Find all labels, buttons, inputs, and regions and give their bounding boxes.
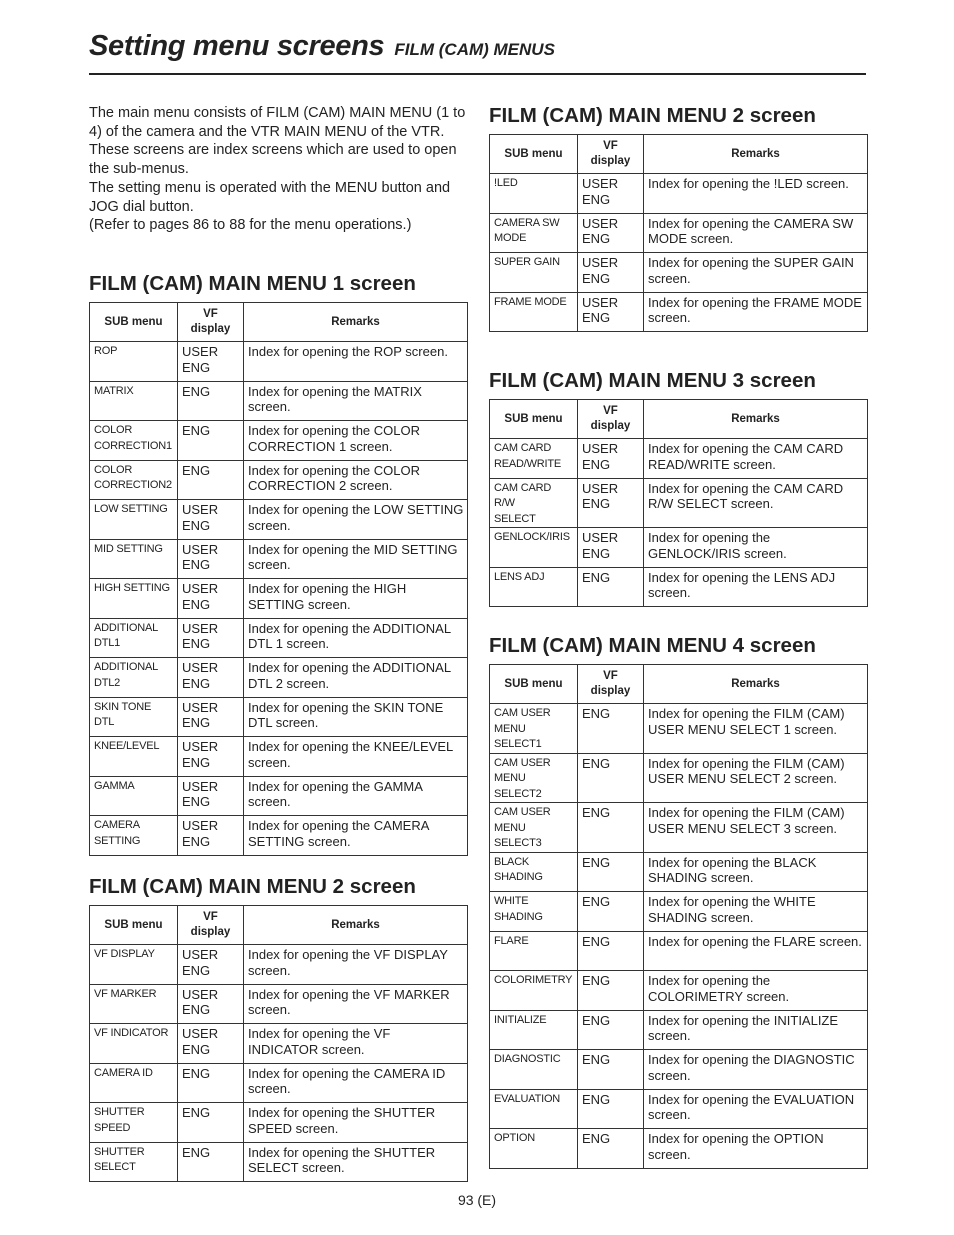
intro-paragraph: These screens are index screens which are used to open the sub-menus. <box>89 142 457 178</box>
sub-menu-cell: LENS ADJ <box>490 567 578 607</box>
sub-menu-cell: ADDITIONAL DTL2 <box>90 658 178 698</box>
table-row <box>490 892 868 932</box>
sub-menu-cell: MID SETTING <box>90 539 178 579</box>
vf-display-cell: USER ENG <box>178 984 244 1024</box>
table-row <box>490 1010 868 1050</box>
section-heading: FILM (CAM) MAIN MENU 2 screen <box>489 104 816 127</box>
table-row <box>90 421 468 461</box>
table-row <box>490 439 868 479</box>
sub-menu-cell: CAM USER MENU SELECT3 <box>490 803 578 853</box>
remarks-cell: Index for opening the FILM (CAM) USER MENU SELECT 3 screen. <box>644 803 868 853</box>
table-row <box>490 528 868 568</box>
intro-paragraph: The setting menu is operated with the MENU button and JOG dial button. <box>89 179 451 215</box>
sub-menu-cell: COLOR CORRECTION2 <box>90 460 178 500</box>
sub-menu-cell: GENLOCK/IRIS <box>490 528 578 568</box>
sub-menu-cell: CAM USER MENU SELECT1 <box>490 704 578 754</box>
table-row <box>490 803 868 853</box>
main-menu-2-right-section <box>489 103 867 332</box>
vf-display-cell: USER ENG <box>178 816 244 856</box>
remarks-cell: Index for opening the OPTION screen. <box>644 1129 868 1169</box>
section-heading: FILM (CAM) MAIN MENU 1 screen <box>89 272 416 295</box>
remarks-cell: Index for opening the !LED screen. <box>644 174 868 214</box>
sub-menu-cell: SHUTTER SELECT <box>90 1142 178 1182</box>
table-row <box>90 1024 468 1064</box>
remarks-cell: Index for opening the VF MARKER screen. <box>244 984 468 1024</box>
vf-display-cell: ENG <box>178 1103 244 1143</box>
sub-menu-cell: !LED <box>490 174 578 214</box>
vf-display-cell: ENG <box>578 852 644 892</box>
table-row <box>90 1142 468 1182</box>
vf-display-cell: ENG <box>578 1129 644 1169</box>
remarks-cell: Index for opening the VF DISPLAY screen. <box>244 945 468 985</box>
page-subtitle: FILM (CAM) MENUS <box>394 40 555 59</box>
vf-display-cell: ENG <box>178 460 244 500</box>
remarks-cell: Index for opening the SKIN TONE DTL screen. <box>244 697 468 737</box>
sub-menu-cell: BLACK SHADING <box>490 852 578 892</box>
vf-display-cell: ENG <box>578 971 644 1011</box>
remarks-header: Remarks <box>244 906 468 945</box>
vf-display-cell: USER ENG <box>578 174 644 214</box>
sub-menu-cell: ADDITIONAL DTL1 <box>90 618 178 658</box>
main-menu-4-section <box>489 633 867 1169</box>
vf-display-cell: USER ENG <box>178 658 244 698</box>
vf-display-cell: USER ENG <box>178 737 244 777</box>
vf-display-cell: ENG <box>578 1089 644 1129</box>
remarks-cell: Index for opening the COLORIMETRY screen. <box>644 971 868 1011</box>
table-row <box>90 984 468 1024</box>
vf-display-cell: ENG <box>578 892 644 932</box>
remarks-cell: Index for opening the COLOR CORRECTION 1 screen. <box>244 421 468 461</box>
vf-display-cell: ENG <box>578 567 644 607</box>
remarks-cell: Index for opening the CAMERA ID screen. <box>244 1063 468 1103</box>
section-heading: FILM (CAM) MAIN MENU 3 screen <box>489 369 816 392</box>
remarks-cell: Index for opening the SHUTTER SPEED screen. <box>244 1103 468 1143</box>
sub-menu-cell: KNEE/LEVEL <box>90 737 178 777</box>
vf-display-cell: ENG <box>178 381 244 421</box>
vf-display-cell: ENG <box>578 1010 644 1050</box>
remarks-cell: Index for opening the FLARE screen. <box>644 931 868 971</box>
remarks-cell: Index for opening the ROP screen. <box>244 342 468 382</box>
intro-paragraph: The main menu consists of FILM (CAM) MAIN MENU (1 to 4) of the camera and the VTR MAIN MENU of the VTR. <box>89 105 466 140</box>
sub-menu-cell: CAMERA SW MODE <box>490 213 578 253</box>
vf-display-cell: USER ENG <box>578 292 644 332</box>
sub-menu-cell: SUPER GAIN <box>490 253 578 293</box>
sub-menu-cell: FRAME MODE <box>490 292 578 332</box>
vf-display-cell: USER ENG <box>178 1024 244 1064</box>
table-row <box>490 292 868 332</box>
vf-display-header: VF display <box>178 906 244 945</box>
vf-display-cell: USER ENG <box>578 253 644 293</box>
table-header-row <box>490 665 868 704</box>
table-row <box>90 342 468 382</box>
sub-menu-cell: CAM CARD R/W SELECT <box>490 478 578 528</box>
sub-menu-header: SUB menu <box>490 135 578 174</box>
table-row <box>490 971 868 1011</box>
remarks-header: Remarks <box>244 303 468 342</box>
sub-menu-cell: VF DISPLAY <box>90 945 178 985</box>
remarks-cell: Index for opening the CAMERA SETTING screen. <box>244 816 468 856</box>
table-row <box>90 737 468 777</box>
sub-menu-cell: COLOR CORRECTION1 <box>90 421 178 461</box>
sub-menu-cell: EVALUATION <box>490 1089 578 1129</box>
sub-menu-cell: INITIALIZE <box>490 1010 578 1050</box>
sub-menu-cell: FLARE <box>490 931 578 971</box>
table-row <box>490 1129 868 1169</box>
sub-menu-cell: OPTION <box>490 1129 578 1169</box>
vf-display-cell: USER ENG <box>178 342 244 382</box>
table-row <box>490 753 868 803</box>
table-row <box>90 460 468 500</box>
menu-table <box>489 134 868 332</box>
remarks-cell: Index for opening the LENS ADJ screen. <box>644 567 868 607</box>
table-row <box>490 1089 868 1129</box>
sub-menu-cell: CAMERA SETTING <box>90 816 178 856</box>
header-divider <box>89 73 866 75</box>
vf-display-header: VF display <box>578 665 644 704</box>
table-row <box>490 478 868 528</box>
table-header-row <box>490 135 868 174</box>
remarks-cell: Index for opening the GENLOCK/IRIS screen. <box>644 528 868 568</box>
remarks-cell: Index for opening the LOW SETTING screen. <box>244 500 468 540</box>
remarks-cell: Index for opening the MATRIX screen. <box>244 381 468 421</box>
page-number: 93 (E) <box>457 1192 497 1208</box>
sub-menu-cell: CAM USER MENU SELECT2 <box>490 753 578 803</box>
sub-menu-header: SUB menu <box>90 303 178 342</box>
sub-menu-cell: SHUTTER SPEED <box>90 1103 178 1143</box>
table-row <box>90 1063 468 1103</box>
sub-menu-cell: COLORIMETRY <box>490 971 578 1011</box>
table-row <box>90 500 468 540</box>
vf-display-cell: ENG <box>178 1142 244 1182</box>
vf-display-cell: USER ENG <box>578 213 644 253</box>
remarks-cell: Index for opening the BLACK SHADING screen. <box>644 852 868 892</box>
sub-menu-cell: WHITE SHADING <box>490 892 578 932</box>
vf-display-cell: USER ENG <box>578 439 644 479</box>
table-row <box>490 567 868 607</box>
vf-display-cell: USER ENG <box>178 539 244 579</box>
sub-menu-cell: MATRIX <box>90 381 178 421</box>
sub-menu-header: SUB menu <box>490 665 578 704</box>
sub-menu-header: SUB menu <box>90 906 178 945</box>
menu-table <box>489 399 868 607</box>
menu-table <box>489 664 868 1169</box>
main-menu-1-section <box>89 271 467 856</box>
table-row <box>90 776 468 816</box>
sub-menu-cell: CAMERA ID <box>90 1063 178 1103</box>
table-row <box>90 945 468 985</box>
table-row <box>490 852 868 892</box>
remarks-cell: Index for opening the CAMERA SW MODE screen. <box>644 213 868 253</box>
table-row <box>490 931 868 971</box>
remarks-cell: Index for opening the DIAGNOSTIC screen. <box>644 1050 868 1090</box>
remarks-cell: Index for opening the EVALUATION screen. <box>644 1089 868 1129</box>
remarks-cell: Index for opening the ADDITIONAL DTL 2 screen. <box>244 658 468 698</box>
main-menu-2-section <box>89 874 467 1182</box>
vf-display-cell: ENG <box>578 704 644 754</box>
remarks-cell: Index for opening the ADDITIONAL DTL 1 screen. <box>244 618 468 658</box>
vf-display-header: VF display <box>578 135 644 174</box>
remarks-cell: Index for opening the INITIALIZE screen. <box>644 1010 868 1050</box>
vf-display-cell: ENG <box>578 1050 644 1090</box>
table-row <box>90 697 468 737</box>
vf-display-cell: USER ENG <box>578 478 644 528</box>
vf-display-cell: USER ENG <box>178 618 244 658</box>
menu-table <box>89 905 468 1182</box>
table-row <box>490 174 868 214</box>
table-row <box>90 816 468 856</box>
remarks-cell: Index for opening the GAMMA screen. <box>244 776 468 816</box>
remarks-cell: Index for opening the FRAME MODE screen. <box>644 292 868 332</box>
vf-display-cell: ENG <box>178 421 244 461</box>
remarks-cell: Index for opening the VF INDICATOR screen. <box>244 1024 468 1064</box>
remarks-cell: Index for opening the COLOR CORRECTION 2 screen. <box>244 460 468 500</box>
table-row <box>490 1050 868 1090</box>
sub-menu-cell: SKIN TONE DTL <box>90 697 178 737</box>
table-row <box>90 1103 468 1143</box>
intro-paragraph: (Refer to pages 86 to 88 for the menu operations.) <box>89 217 412 234</box>
remarks-header: Remarks <box>644 665 868 704</box>
table-header-row <box>90 303 468 342</box>
table-row <box>90 658 468 698</box>
sub-menu-cell: DIAGNOSTIC <box>490 1050 578 1090</box>
vf-display-cell: ENG <box>578 803 644 853</box>
remarks-cell: Index for opening the FILM (CAM) USER MENU SELECT 2 screen. <box>644 753 868 803</box>
vf-display-header: VF display <box>178 303 244 342</box>
sub-menu-cell: VF INDICATOR <box>90 1024 178 1064</box>
remarks-cell: Index for opening the MID SETTING screen. <box>244 539 468 579</box>
table-header-row <box>490 400 868 439</box>
vf-display-cell: USER ENG <box>178 945 244 985</box>
vf-display-cell: ENG <box>578 931 644 971</box>
table-row <box>90 618 468 658</box>
vf-display-cell: USER ENG <box>178 579 244 619</box>
remarks-cell: Index for opening the SUPER GAIN screen. <box>644 253 868 293</box>
sub-menu-cell: HIGH SETTING <box>90 579 178 619</box>
menu-table <box>89 302 468 856</box>
section-heading: FILM (CAM) MAIN MENU 2 screen <box>89 875 416 898</box>
sub-menu-cell: GAMMA <box>90 776 178 816</box>
vf-display-cell: USER ENG <box>178 776 244 816</box>
vf-display-cell: USER ENG <box>578 528 644 568</box>
vf-display-header: VF display <box>578 400 644 439</box>
sub-menu-cell: LOW SETTING <box>90 500 178 540</box>
intro-text <box>89 104 469 235</box>
page-header <box>89 30 555 63</box>
main-menu-3-section <box>489 368 867 607</box>
vf-display-cell: ENG <box>578 753 644 803</box>
remarks-cell: Index for opening the CAM CARD R/W SELECT screen. <box>644 478 868 528</box>
vf-display-cell: USER ENG <box>178 500 244 540</box>
table-header-row <box>90 906 468 945</box>
sub-menu-cell: CAM CARD READ/WRITE <box>490 439 578 479</box>
vf-display-cell: ENG <box>178 1063 244 1103</box>
remarks-cell: Index for opening the KNEE/LEVEL screen. <box>244 737 468 777</box>
remarks-cell: Index for opening the HIGH SETTING screen. <box>244 579 468 619</box>
remarks-cell: Index for opening the SHUTTER SELECT screen. <box>244 1142 468 1182</box>
vf-display-cell: USER ENG <box>178 697 244 737</box>
sub-menu-cell: ROP <box>90 342 178 382</box>
section-heading: FILM (CAM) MAIN MENU 4 screen <box>489 634 816 657</box>
table-row <box>490 213 868 253</box>
page-title: Setting menu screens <box>89 30 385 62</box>
table-row <box>90 539 468 579</box>
table-row <box>490 253 868 293</box>
remarks-cell: Index for opening the WHITE SHADING screen. <box>644 892 868 932</box>
table-row <box>90 381 468 421</box>
table-row <box>490 704 868 754</box>
table-row <box>90 579 468 619</box>
remarks-cell: Index for opening the CAM CARD READ/WRITE screen. <box>644 439 868 479</box>
remarks-cell: Index for opening the FILM (CAM) USER MENU SELECT 1 screen. <box>644 704 868 754</box>
sub-menu-cell: VF MARKER <box>90 984 178 1024</box>
sub-menu-header: SUB menu <box>490 400 578 439</box>
remarks-header: Remarks <box>644 135 868 174</box>
remarks-header: Remarks <box>644 400 868 439</box>
